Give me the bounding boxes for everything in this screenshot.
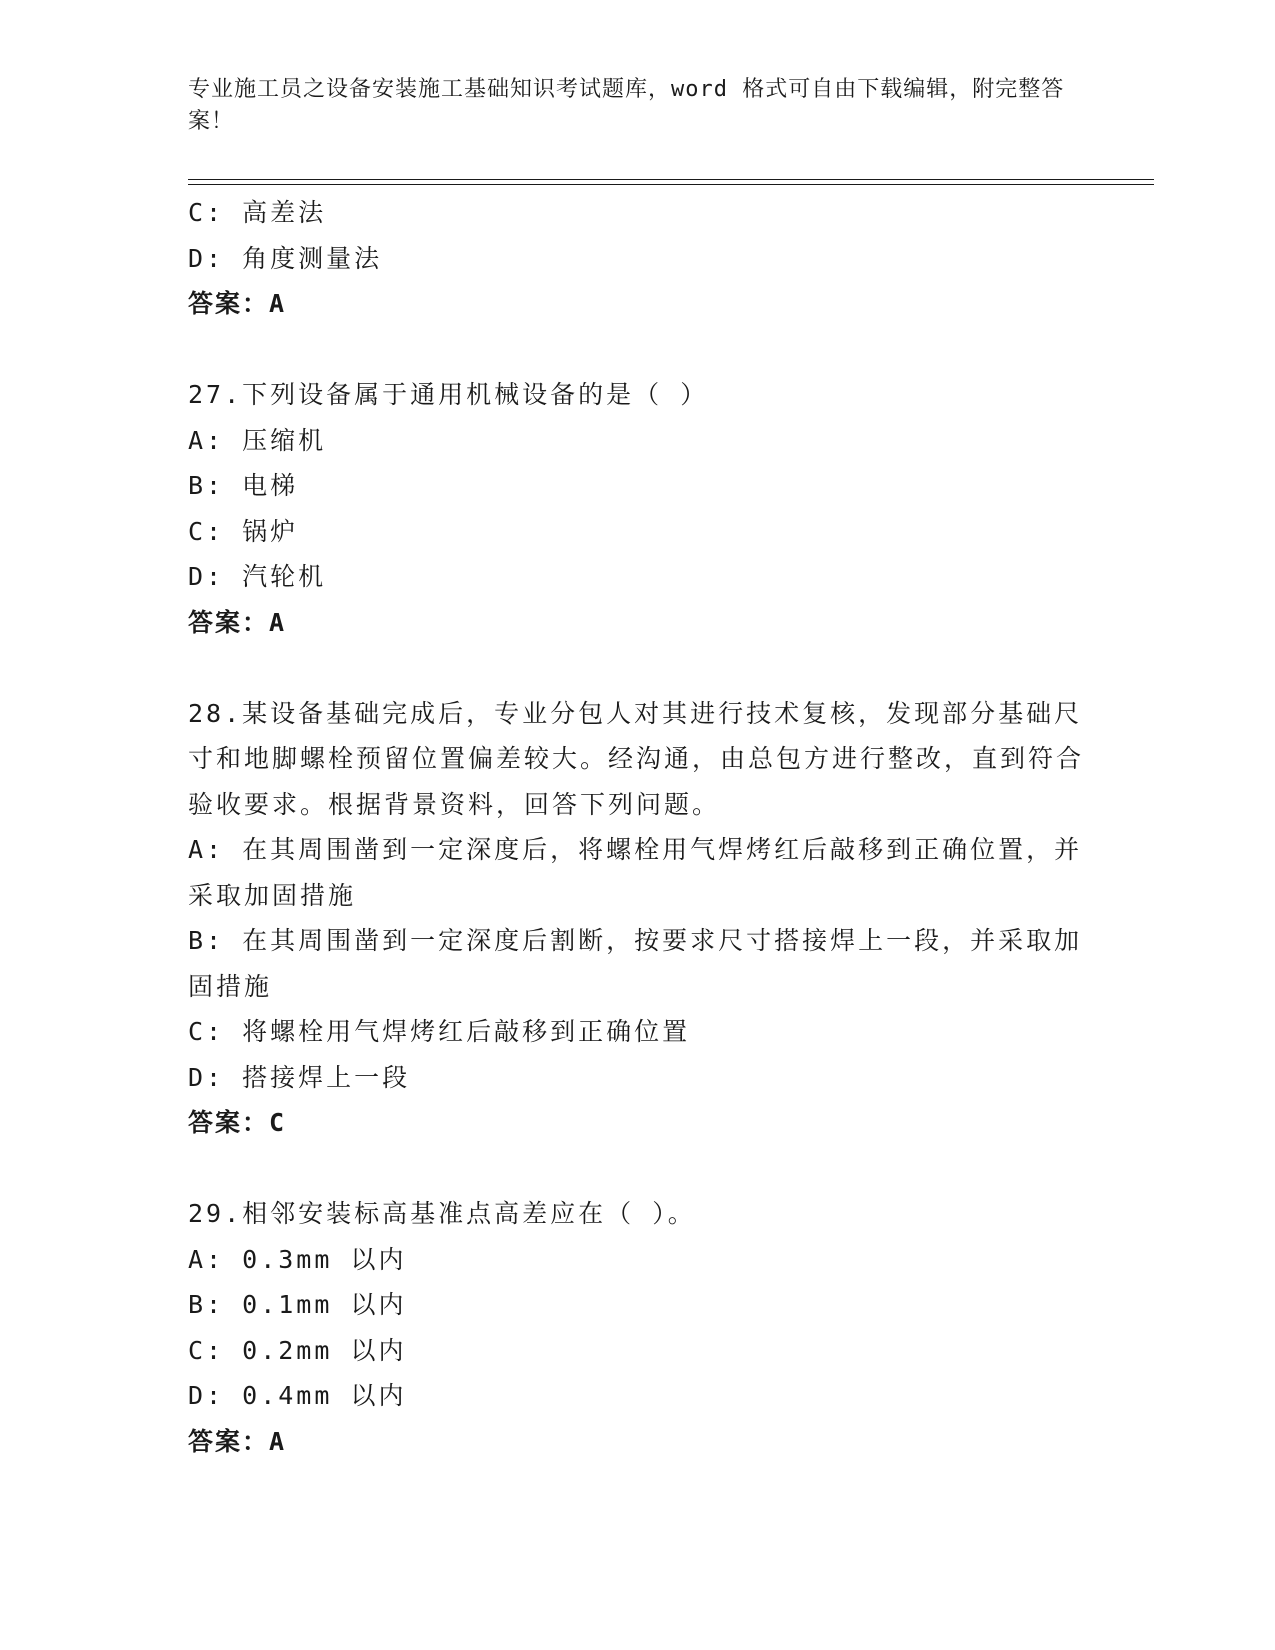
option-b: B: 在其周围凿到一定深度后割断，按要求尺寸搭接焊上一段，并采取加固措施	[188, 926, 1083, 1001]
option-c: C: 将螺栓用气焊烤红后敲移到正确位置	[188, 1017, 691, 1046]
option-c: C: 高差法	[188, 198, 327, 227]
header-rule-bottom	[188, 184, 1154, 185]
question-29	[188, 1191, 1088, 1464]
option-c: C: 0.2mm 以内	[188, 1335, 407, 1365]
question-stem: 28.某设备基础完成后，专业分包人对其进行技术复核，发现部分基础尺寸和地脚螺栓预留位置偏差较大。经沟通，由总包方进行整改，直到符合验收要求。根据背景资料，回答下列问题。	[188, 698, 1085, 819]
option-b: B: 0.1mm 以内	[188, 1290, 407, 1319]
question-27	[188, 372, 1088, 645]
document-header: 专业施工员之设备安装施工基础知识考试题库，word 格式可自由下载编辑，附完整答案！	[188, 77, 1065, 134]
option-d: D: 0.4mm 以内	[188, 1381, 407, 1410]
option-a: A: 0.3mm 以内	[188, 1244, 407, 1274]
spacer	[188, 327, 1088, 373]
option-d: D: 搭接焊上一段	[188, 1062, 411, 1092]
answer: 答案：A	[188, 607, 287, 637]
answer: 答案：C	[188, 1108, 287, 1137]
answer: 答案：A	[188, 1426, 287, 1456]
question-stem: 27.下列设备属于通用机械设备的是（ ）	[188, 380, 709, 409]
option-b: B: 电梯	[188, 471, 299, 500]
question-stem: 29.相邻安装标高基准点高差应在（ ）。	[188, 1199, 696, 1228]
spacer	[188, 1146, 1088, 1192]
option-a: A: 在其周围凿到一定深度后，将螺栓用气焊烤红后敲移到正确位置，并采取加固措施	[188, 835, 1083, 910]
header-rule-top	[188, 179, 1154, 180]
option-d: D: 角度测量法	[188, 243, 383, 273]
question-content	[188, 190, 1088, 1464]
option-c: C: 锅炉	[188, 516, 299, 546]
option-d: D: 汽轮机	[188, 562, 327, 591]
answer: 答案：A	[188, 289, 287, 318]
question-28	[188, 691, 1088, 1146]
option-a: A: 压缩机	[188, 425, 327, 455]
spacer	[188, 645, 1088, 691]
